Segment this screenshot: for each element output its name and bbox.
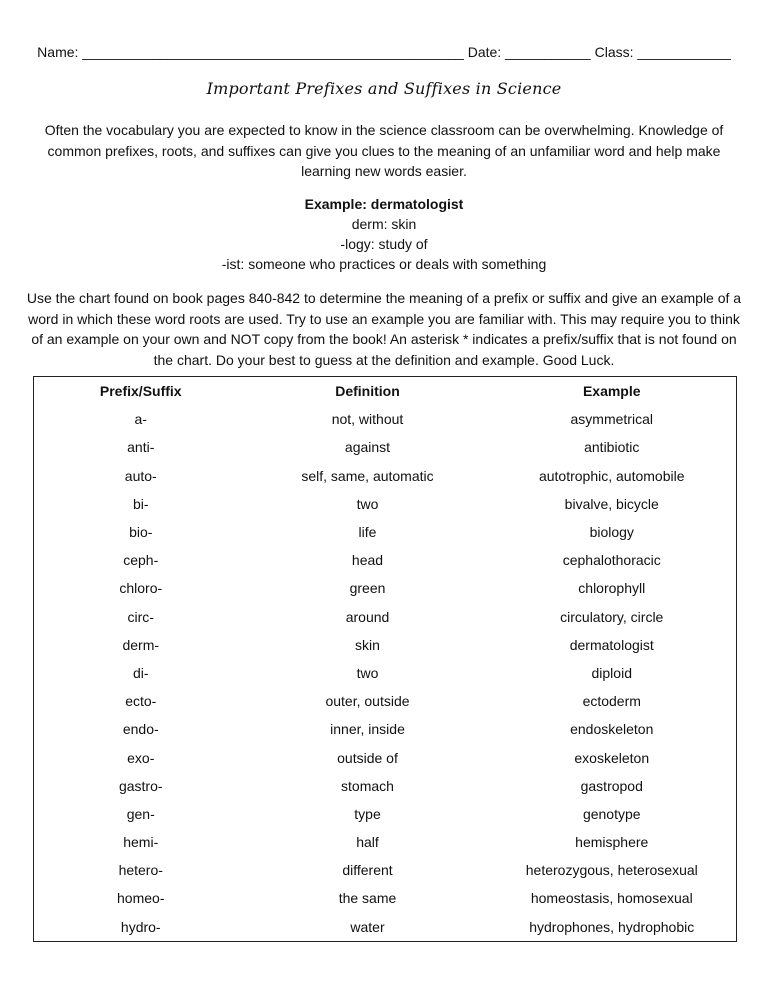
prefix-cell: a-	[134, 411, 147, 428]
table-row	[34, 603, 737, 631]
table-row	[34, 518, 737, 546]
example-block	[0, 194, 768, 274]
prefix-cell: exo-	[127, 749, 155, 766]
definition-cell: skin	[355, 636, 380, 653]
definition-cell: self, same, automatic	[301, 467, 434, 484]
example-cell: antibiotic	[584, 439, 640, 456]
definition-cell: half	[356, 834, 379, 851]
definition-cell: water	[350, 918, 385, 935]
table-row	[34, 462, 737, 490]
prefix-cell: endo-	[122, 721, 159, 738]
prefix-cell: ceph-	[123, 552, 159, 569]
example-cell: chlorophyll	[578, 580, 646, 597]
example-heading: Example: dermatologist	[304, 196, 464, 212]
definition-cell: green	[349, 580, 386, 597]
definition-cell: type	[354, 805, 381, 822]
prefix-cell: gen-	[126, 805, 155, 822]
prefix-cell: hetero-	[118, 862, 163, 879]
prefix-cell: ecto-	[125, 693, 157, 710]
example-cell: ectoderm	[582, 693, 641, 710]
example-line: -ist: someone who practices or deals with something	[221, 256, 547, 272]
table-row	[34, 828, 737, 856]
example-cell: cephalothoracic	[562, 552, 661, 569]
prefix-cell: bio-	[129, 524, 153, 541]
example-cell: gastropod	[580, 777, 643, 794]
prefix-cell: hydro-	[120, 918, 161, 935]
column-header-definition: Definition	[335, 383, 400, 400]
example-line: derm: skin	[351, 216, 417, 232]
example-cell: hydrophones, hydrophobic	[529, 918, 695, 935]
definition-cell: outer, outside	[325, 693, 410, 710]
definition-cell: two	[356, 664, 379, 681]
table-row	[34, 574, 737, 602]
definition-cell: not, without	[331, 411, 404, 428]
table-row	[34, 405, 737, 433]
prefix-cell: auto-	[124, 467, 157, 484]
table-row	[34, 546, 737, 574]
prefix-suffix-table	[33, 376, 737, 942]
example-cell: endoskeleton	[570, 721, 654, 738]
table-row	[34, 772, 737, 800]
table-row	[34, 884, 737, 912]
table-row	[34, 659, 737, 687]
name-date-class-line: Name: _________________________________________________ Date: ___________ Class: ____________	[37, 44, 731, 60]
example-cell: autotrophic, automobile	[538, 467, 685, 484]
definition-cell: outside of	[337, 749, 398, 766]
example-cell: circulatory, circle	[560, 608, 664, 625]
example-cell: dermatologist	[569, 636, 654, 653]
table-row	[34, 800, 737, 828]
intro-paragraph: Often the vocabulary you are expected to know in the science classroom can be overwhelming. Knowledge of common prefixes, roots, and suffixes can give you clues to the meaning of an unfamiliar word and help make learning new words easier.	[44, 122, 724, 179]
prefix-cell: gastro-	[118, 777, 163, 794]
table-row	[34, 856, 737, 884]
prefix-cell: derm-	[122, 636, 160, 653]
definition-cell: around	[345, 608, 390, 625]
page-title: Important Prefixes and Suffixes in Science	[206, 79, 562, 98]
column-header-prefix: Prefix/Suffix	[99, 383, 182, 400]
table-row	[34, 715, 737, 743]
definition-cell: two	[356, 495, 379, 512]
prefix-cell: bi-	[132, 495, 149, 512]
table-header-row	[34, 377, 737, 406]
prefix-cell: hemi-	[123, 834, 159, 851]
example-cell: homeostasis, homosexual	[530, 890, 693, 907]
table-row	[34, 490, 737, 518]
example-cell: diploid	[591, 664, 632, 681]
definition-cell: the same	[338, 890, 397, 907]
prefix-cell: circ-	[127, 608, 154, 625]
definition-cell: stomach	[341, 777, 394, 794]
table-row	[34, 631, 737, 659]
table-row	[34, 687, 737, 715]
column-header-example: Example	[582, 383, 641, 400]
example-cell: biology	[589, 524, 634, 541]
definition-cell: inner, inside	[330, 721, 405, 738]
table-row	[34, 743, 737, 771]
prefix-cell: chloro-	[119, 580, 163, 597]
prefix-cell: homeo-	[117, 890, 165, 907]
definition-cell: life	[358, 524, 377, 541]
definition-cell: against	[344, 439, 391, 456]
example-cell: asymmetrical	[570, 411, 653, 428]
definition-cell: different	[342, 862, 393, 879]
example-cell: hemisphere	[575, 834, 649, 851]
table-row	[34, 433, 737, 461]
example-cell: heterozygous, heterosexual	[525, 862, 698, 879]
example-cell: genotype	[582, 805, 641, 822]
example-cell: exoskeleton	[574, 749, 650, 766]
definition-cell: head	[351, 552, 384, 569]
table-row	[34, 913, 737, 942]
example-cell: bivalve, bicycle	[564, 495, 659, 512]
example-line: -logy: study of	[340, 236, 428, 252]
prefix-cell: anti-	[127, 439, 155, 456]
instructions-paragraph: Use the chart found on book pages 840-842 to determine the meaning of a prefix or suffix and give an example of a word in which these word roots are used. Try to use an example you are familiar with. This may require you to think of an example on your own and NOT copy from the book! An asterisk * indicates a prefix/suffix that is not found on the chart. Do your best to guess at the definition and example. Good Luck.	[26, 290, 742, 368]
prefix-cell: di-	[132, 664, 149, 681]
